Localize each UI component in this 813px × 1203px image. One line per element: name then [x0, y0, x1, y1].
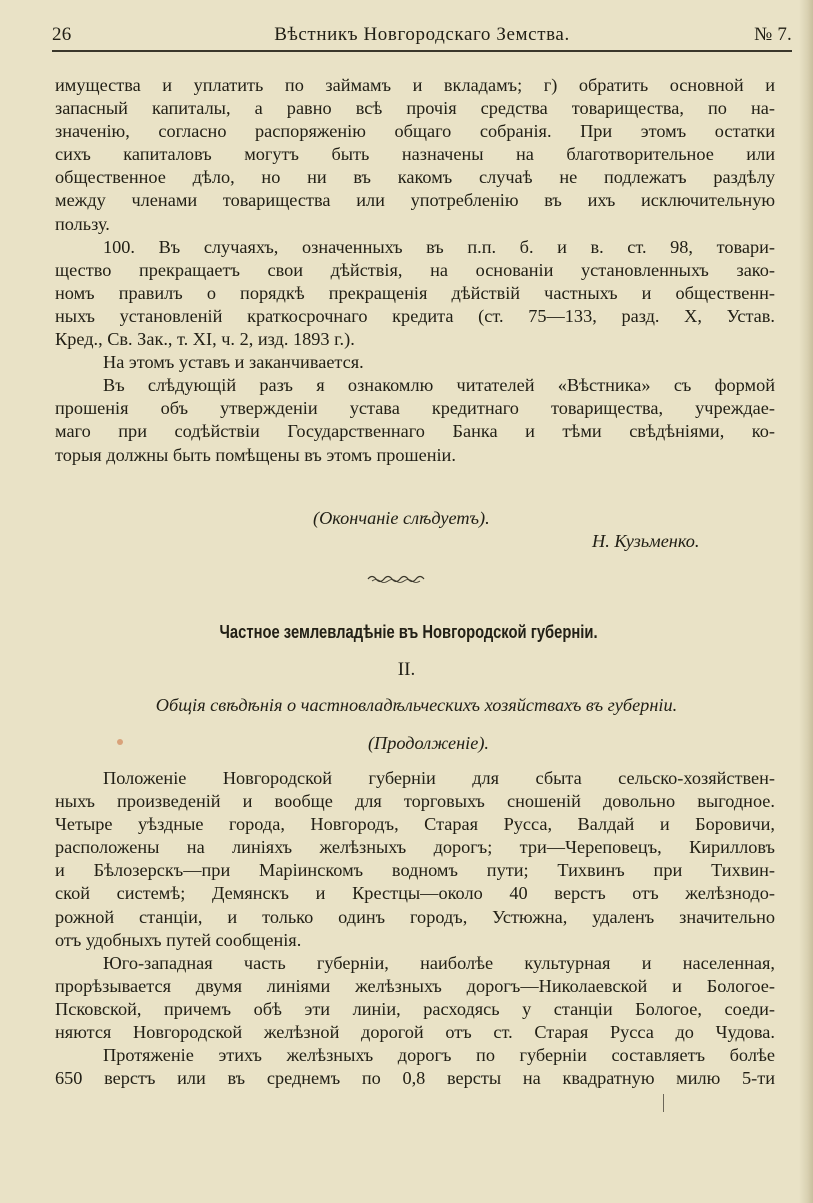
text-line: общественное дѣло, но ни въ какомъ случаѣ не подлежатъ раздѣлу	[55, 167, 775, 188]
header-rule	[52, 50, 792, 52]
text-line: Протяженіе этихъ желѣзныхъ дорогъ по губерніи составляетъ болѣе	[103, 1045, 775, 1066]
text-line: пользу.	[55, 213, 110, 234]
article-title: Частное землевладѣніе въ Новгородской губерніи.	[219, 622, 598, 642]
text-line: Юго-западная часть губерніи, наиболѣе культурная и населенная,	[103, 952, 775, 973]
text-line: и Бѣлозерскъ—при Маріинскомъ водномъ пути; Тихвинъ при Тихвин-	[55, 860, 775, 881]
article-body	[55, 767, 775, 1090]
text-line: няются Новгородской желѣзной дорогой отъ ст. Старая Русса до Чудова.	[55, 1022, 775, 1043]
article-continuation-label: (Продолженіе).	[367, 733, 490, 753]
running-head	[52, 24, 792, 50]
text-line: 650 верстъ или въ среднемъ по 0,8 версты на квадратную милю 5-ти	[55, 1068, 775, 1089]
text-line: ской системѣ; Демянскъ и Крестцы—около 40 верстъ отъ желѣзнодо-	[55, 883, 775, 904]
text-line: щество прекращаетъ свои дѣйствія, на основаніи установленныхъ зако-	[55, 259, 775, 280]
text-line: На этомъ уставъ и заканчивается.	[103, 352, 364, 373]
text-line: торыя должны быть помѣщены въ этомъ прошеніи.	[55, 444, 456, 465]
text-line: сихъ капиталовъ могутъ быть назначены на благотворительное или	[55, 144, 775, 165]
continuation-note: (Окончаніе слѣдуетъ).	[313, 508, 490, 528]
previous-article-text	[55, 74, 775, 467]
article-subtitle: Общія свѣдѣнія о частновладѣльческихъ хозяйствахъ въ губерніи.	[155, 695, 678, 715]
author-signature: Н. Кузьменко.	[592, 531, 700, 551]
text-line: ныхъ установленій краткосрочнаго кредита (ст. 75—133, разд. X, Устав.	[55, 305, 775, 326]
text-line: номъ правилъ о порядкѣ прекращенія дѣйствій частныхъ и общественн-	[55, 282, 775, 303]
page-edge-shadow	[799, 0, 813, 1203]
text-line: ныхъ произведеній и вообще для торговыхъ сношеній довольно выгодное.	[55, 791, 775, 812]
text-line: маго при содѣйствіи Государственнаго Банка и тѣми свѣдѣніями, ко-	[55, 421, 775, 442]
page-number: 26	[52, 24, 72, 45]
text-line: запасный капиталы, а равно всѣ прочія средства товарищества, по на-	[55, 98, 775, 119]
wavy-divider-ornament	[366, 572, 430, 584]
text-line: 100. Въ случаяхъ, означенныхъ въ п.п. б. и в. ст. 98, товари-	[103, 236, 775, 257]
margin-mark	[663, 1094, 664, 1112]
text-line: Четыре уѣздные города, Новгородъ, Старая Русса, Валдай и Боровичи,	[55, 814, 775, 835]
text-line: Псковской, причемъ обѣ эти линіи, расходясь у станціи Бологое, соеди-	[55, 998, 775, 1019]
text-line: Въ слѣдующій разъ я ознакомлю читателей «Вѣстника» съ формой	[103, 375, 775, 396]
text-line: прошенія объ утвержденіи устава кредитнаго товарищества, учреждае-	[55, 398, 775, 419]
text-line: имущества и уплатить по займамъ и вкладамъ; г) обратить основной и	[55, 75, 775, 95]
text-line: Кред., Св. Зак., т. XI, ч. 2, изд. 1893 г.).	[55, 329, 355, 350]
text-line: между членами товарищества или употребленію въ ихъ исключительную	[55, 190, 775, 211]
article-part-number: II.	[397, 659, 416, 680]
text-line: рожной станціи, и только одинъ городъ, Устюжна, удаленъ значительно	[55, 906, 775, 927]
text-line: расположены на линіяхъ желѣзныхъ дорогъ; три—Череповецъ, Кирилловъ	[55, 837, 775, 858]
text-line: прорѣзывается двумя линіями желѣзныхъ дорогъ—Николаевской и Бологое-	[55, 975, 775, 996]
text-line: Положеніе Новгородской губерніи для сбыта сельско-хозяйствен-	[103, 768, 775, 788]
issue-number: № 7.	[754, 24, 792, 45]
text-line: отъ удобныхъ путей сообщенія.	[55, 929, 302, 950]
journal-title: Вѣстникъ Новгородскаго Земства.	[274, 24, 570, 45]
text-line: значенію, согласно распоряженію общаго собранія. При этомъ остатки	[55, 121, 775, 142]
